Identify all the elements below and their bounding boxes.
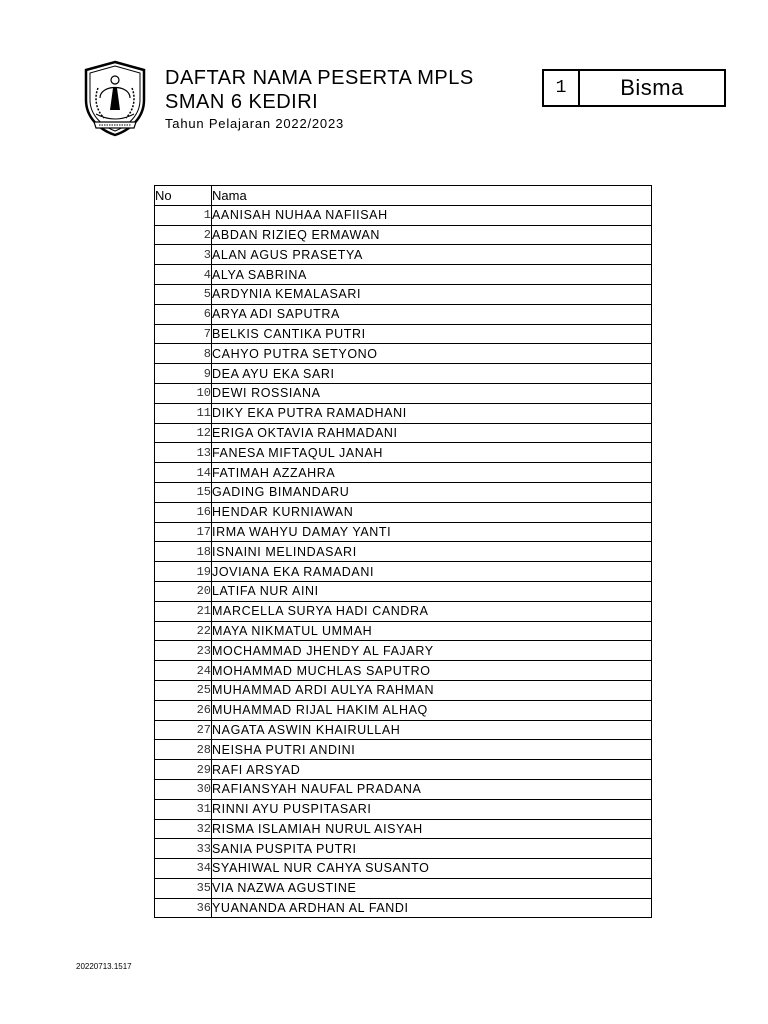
participant-name: SANIA PUSPITA PUTRI bbox=[212, 839, 652, 859]
table-row bbox=[155, 205, 652, 225]
participant-name: AANISAH NUHAA NAFIISAH bbox=[212, 205, 652, 225]
table-row bbox=[155, 878, 652, 898]
participant-name: MAYA NIKMATUL UMMAH bbox=[212, 621, 652, 641]
participant-name: DEWI ROSSIANA bbox=[212, 383, 652, 403]
row-number: 11 bbox=[155, 403, 212, 423]
participant-name: ALYA SABRINA bbox=[212, 265, 652, 285]
row-number: 32 bbox=[155, 819, 212, 839]
school-name: SMAN 6 KEDIRI bbox=[165, 91, 319, 113]
table-row bbox=[155, 819, 652, 839]
row-number: 17 bbox=[155, 522, 212, 542]
row-number: 27 bbox=[155, 720, 212, 740]
participant-name: ARYA ADI SAPUTRA bbox=[212, 304, 652, 324]
participant-name: BELKIS CANTIKA PUTRI bbox=[212, 324, 652, 344]
participant-name: RINNI AYU PUSPITASARI bbox=[212, 799, 652, 819]
table-row bbox=[155, 740, 652, 760]
table-row bbox=[155, 700, 652, 720]
row-number: 21 bbox=[155, 601, 212, 621]
row-number: 22 bbox=[155, 621, 212, 641]
row-number: 5 bbox=[155, 284, 212, 304]
row-number: 24 bbox=[155, 661, 212, 681]
table-row bbox=[155, 542, 652, 562]
row-number: 36 bbox=[155, 898, 212, 918]
row-number: 19 bbox=[155, 562, 212, 582]
participant-name: MARCELLA SURYA HADI CANDRA bbox=[212, 601, 652, 621]
table-row bbox=[155, 760, 652, 780]
participant-name: DIKY EKA PUTRA RAMADHANI bbox=[212, 403, 652, 423]
table-row bbox=[155, 482, 652, 502]
participant-name: ALAN AGUS PRASETYA bbox=[212, 245, 652, 265]
document-header bbox=[165, 66, 474, 133]
row-number: 25 bbox=[155, 680, 212, 700]
table-row bbox=[155, 443, 652, 463]
row-number: 16 bbox=[155, 502, 212, 522]
table-row bbox=[155, 522, 652, 542]
row-number: 33 bbox=[155, 839, 212, 859]
table-row bbox=[155, 720, 652, 740]
table-row bbox=[155, 284, 652, 304]
table-row bbox=[155, 225, 652, 245]
table-row bbox=[155, 304, 652, 324]
table-row bbox=[155, 601, 652, 621]
participant-name: RISMA ISLAMIAH NURUL AISYAH bbox=[212, 819, 652, 839]
row-number: 13 bbox=[155, 443, 212, 463]
document-code: 20220713.1517 bbox=[76, 962, 132, 971]
table-row bbox=[155, 562, 652, 582]
row-number: 8 bbox=[155, 344, 212, 364]
table-row bbox=[155, 839, 652, 859]
participant-name: ARDYNIA KEMALASARI bbox=[212, 284, 652, 304]
row-number: 31 bbox=[155, 799, 212, 819]
table-row bbox=[155, 383, 652, 403]
participant-name: ABDAN RIZIEQ ERMAWAN bbox=[212, 225, 652, 245]
participant-name: MUHAMMAD ARDI AULYA RAHMAN bbox=[212, 680, 652, 700]
table-row bbox=[155, 799, 652, 819]
row-number: 26 bbox=[155, 700, 212, 720]
row-number: 20 bbox=[155, 581, 212, 601]
participant-name: DEA AYU EKA SARI bbox=[212, 364, 652, 384]
column-header-name: Nama bbox=[212, 186, 652, 206]
participant-name: YUANANDA ARDHAN AL FANDI bbox=[212, 898, 652, 918]
row-number: 29 bbox=[155, 760, 212, 780]
row-number: 28 bbox=[155, 740, 212, 760]
group-name: Bisma bbox=[620, 75, 684, 100]
table-row bbox=[155, 403, 652, 423]
participant-name: MOCHAMMAD JHENDY AL FAJARY bbox=[212, 641, 652, 661]
table-row bbox=[155, 581, 652, 601]
row-number: 2 bbox=[155, 225, 212, 245]
row-number: 10 bbox=[155, 383, 212, 403]
group-label-box bbox=[542, 69, 726, 107]
participant-name: LATIFA NUR AINI bbox=[212, 581, 652, 601]
group-number: 1 bbox=[544, 71, 580, 105]
table-row bbox=[155, 898, 652, 918]
row-number: 6 bbox=[155, 304, 212, 324]
row-number: 4 bbox=[155, 265, 212, 285]
table-row bbox=[155, 324, 652, 344]
row-number: 23 bbox=[155, 641, 212, 661]
row-number: 35 bbox=[155, 878, 212, 898]
row-number: 1 bbox=[155, 205, 212, 225]
participant-name: MOHAMMAD MUCHLAS SAPUTRO bbox=[212, 661, 652, 681]
table-row bbox=[155, 463, 652, 483]
row-number: 15 bbox=[155, 482, 212, 502]
row-number: 30 bbox=[155, 779, 212, 799]
participant-name: ERIGA OKTAVIA RAHMADANI bbox=[212, 423, 652, 443]
participant-name: MUHAMMAD RIJAL HAKIM ALHAQ bbox=[212, 700, 652, 720]
table-row bbox=[155, 364, 652, 384]
row-number: 7 bbox=[155, 324, 212, 344]
page-title: DAFTAR NAMA PESERTA MPLS bbox=[165, 67, 474, 89]
table-row bbox=[155, 779, 652, 799]
participant-table bbox=[154, 185, 652, 918]
participant-name: SYAHIWAL NUR CAHYA SUSANTO bbox=[212, 859, 652, 879]
participant-name: VIA NAZWA AGUSTINE bbox=[212, 878, 652, 898]
row-number: 3 bbox=[155, 245, 212, 265]
participant-name: CAHYO PUTRA SETYONO bbox=[212, 344, 652, 364]
participant-name: RAFIANSYAH NAUFAL PRADANA bbox=[212, 779, 652, 799]
column-header-no: No bbox=[155, 186, 212, 206]
table-row bbox=[155, 265, 652, 285]
participant-name: FATIMAH AZZAHRA bbox=[212, 463, 652, 483]
table-header-row bbox=[155, 186, 652, 206]
table-row bbox=[155, 641, 652, 661]
table-row bbox=[155, 502, 652, 522]
row-number: 14 bbox=[155, 463, 212, 483]
row-number: 9 bbox=[155, 364, 212, 384]
table-row bbox=[155, 859, 652, 879]
table-row bbox=[155, 661, 652, 681]
table-row bbox=[155, 423, 652, 443]
table-row bbox=[155, 680, 652, 700]
participant-name: ISNAINI MELINDASARI bbox=[212, 542, 652, 562]
provincial-emblem-icon bbox=[80, 58, 150, 138]
table-row bbox=[155, 621, 652, 641]
table-row bbox=[155, 344, 652, 364]
table-body bbox=[155, 205, 652, 918]
participant-name: NAGATA ASWIN KHAIRULLAH bbox=[212, 720, 652, 740]
participant-name: GADING BIMANDARU bbox=[212, 482, 652, 502]
participant-name: NEISHA PUTRI ANDINI bbox=[212, 740, 652, 760]
participant-name: RAFI ARSYAD bbox=[212, 760, 652, 780]
participant-name: FANESA MIFTAQUL JANAH bbox=[212, 443, 652, 463]
participant-name: IRMA WAHYU DAMAY YANTI bbox=[212, 522, 652, 542]
participant-name: JOVIANA EKA RAMADANI bbox=[212, 562, 652, 582]
participant-name: HENDAR KURNIAWAN bbox=[212, 502, 652, 522]
table-row bbox=[155, 245, 652, 265]
row-number: 34 bbox=[155, 859, 212, 879]
row-number: 18 bbox=[155, 542, 212, 562]
row-number: 12 bbox=[155, 423, 212, 443]
academic-year: Tahun Pelajaran 2022/2023 bbox=[165, 116, 345, 131]
